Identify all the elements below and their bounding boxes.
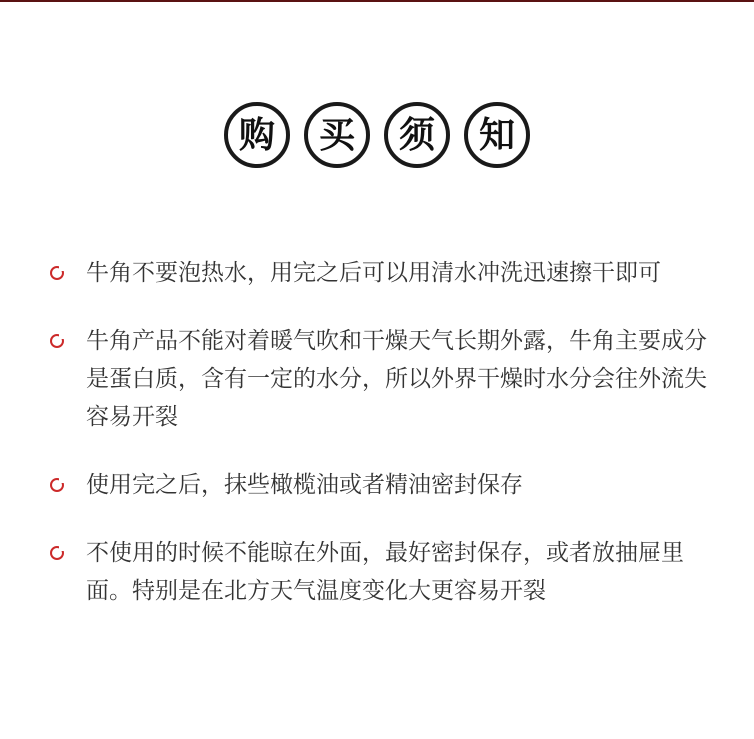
notes-list <box>48 254 718 610</box>
page-title <box>0 102 754 168</box>
note-item-3 <box>48 466 718 504</box>
note-text-3: 使用完之后，抹些橄榄油或者精油密封保存 <box>86 472 523 498</box>
note-text-2: 牛角产品不能对着暖气吹和干燥天气长期外露，牛角主要成分是蛋白质，含有一定的水分，所以外界干燥时水分会往外流失容易开裂 <box>86 328 707 430</box>
note-item-1 <box>48 254 718 292</box>
note-text-4: 不使用的时候不能晾在外面，最好密封保存，或者放抽屉里面。特别是在北方天气温度变化大更容易开裂 <box>86 540 684 604</box>
note-text-1: 牛角不要泡热水，用完之后可以用清水冲洗迅速擦干即可 <box>86 260 661 286</box>
note-item-2 <box>48 322 718 436</box>
open-ring-bullet-icon <box>50 334 64 348</box>
title-char-1: 购 <box>224 102 290 168</box>
title-char-4: 知 <box>464 102 530 168</box>
title-char-3: 须 <box>384 102 450 168</box>
open-ring-bullet-icon <box>50 478 64 492</box>
open-ring-bullet-icon <box>50 546 64 560</box>
note-item-4 <box>48 534 718 610</box>
top-rule <box>0 0 754 2</box>
title-char-2: 买 <box>304 102 370 168</box>
open-ring-bullet-icon <box>50 266 64 280</box>
